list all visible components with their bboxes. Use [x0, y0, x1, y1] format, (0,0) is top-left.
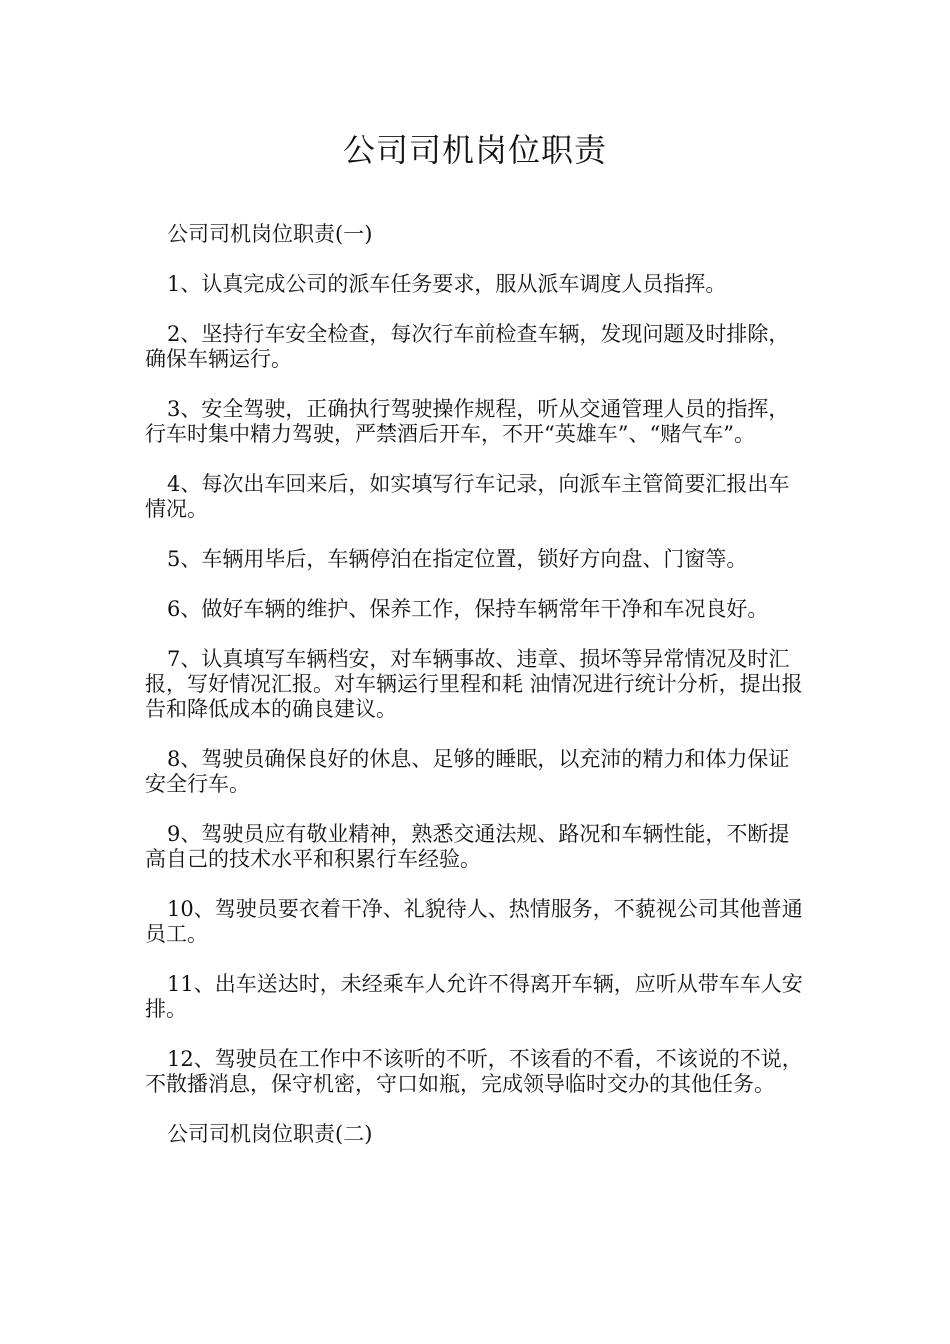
section-heading-two: 公司司机岗位职责(二) — [167, 1122, 373, 1146]
duty-item-3: 3、安全驾驶，正确执行驾驶操作规程，听从交通管理人员的指挥，行车时集中精力驾驶，严禁酒后开车，不开“英雄车”、“赌气车”。 — [145, 397, 790, 446]
document-body — [145, 222, 805, 1172]
document-title: 公司司机岗位职责 — [342, 131, 607, 169]
section-heading-one: 公司司机岗位职责(一) — [167, 222, 373, 246]
duty-item-1: 1、认真完成公司的派车任务要求，服从派车调度人员指挥。 — [167, 272, 727, 296]
duty-item-9: 9、驾驶员应有敬业精神，熟悉交通法规、路况和车辆性能，不断提高自己的技术水平和积累行车经验。 — [145, 822, 790, 871]
duty-item-7: 7、认真填写车辆档安，对车辆事故、违章、损坏等异常情况及时汇报，写好情况汇报。对车辆运行里程和耗 油情况进行统计分析，提出报告和降低成本的确良建议。 — [145, 647, 803, 721]
duty-item-11: 11、出车送达时，未经乘车人允许不得离开车辆，应听从带车车人安排。 — [145, 972, 803, 1021]
duty-item-12: 12、驾驶员在工作中不该听的不听，不该看的不看，不该说的不说，不散播消息，保守机密，守口如瓶，完成领导临时交办的其他任务。 — [145, 1047, 803, 1096]
duty-item-2: 2、坚持行车安全检查，每次行车前检查车辆，发现问题及时排除，确保车辆运行。 — [145, 322, 790, 371]
duty-item-6: 6、做好车辆的维护、保养工作，保持车辆常年干净和车况良好。 — [167, 597, 769, 621]
duty-item-5: 5、车辆用毕后，车辆停泊在指定位置，锁好方向盘、门窗等。 — [167, 547, 748, 571]
duty-item-8: 8、驾驶员确保良好的休息、足够的睡眠，以充沛的精力和体力保证安全行车。 — [145, 747, 790, 796]
duty-item-4: 4、每次出车回来后，如实填写行车记录，向派车主管简要汇报出车情况。 — [145, 472, 790, 521]
duty-item-10: 10、驾驶员要衣着干净、礼貌待人、热情服务，不藐视公司其他普通员工。 — [145, 897, 803, 946]
